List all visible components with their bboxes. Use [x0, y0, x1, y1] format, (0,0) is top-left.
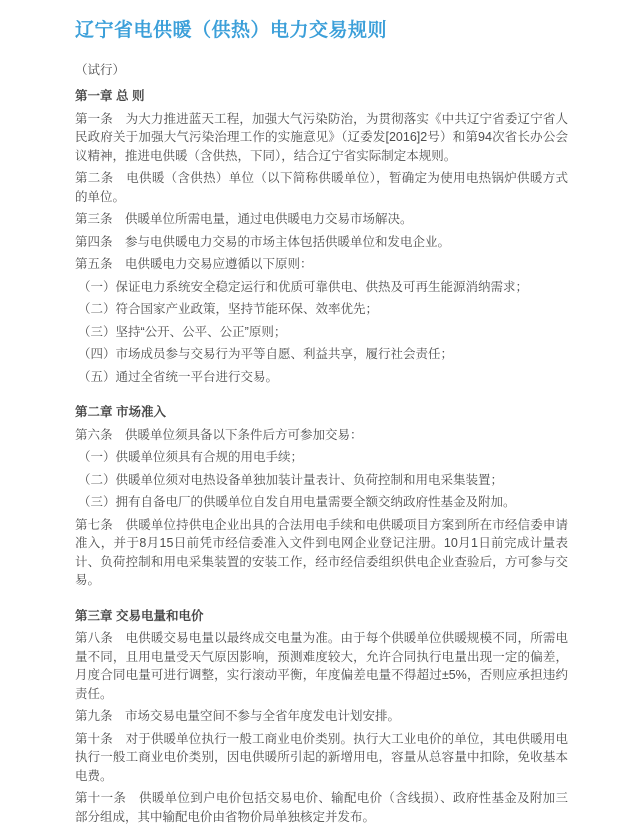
article-paragraph: 第四条 参与电供暖电力交易的市场主体包括供暖单位和发电企业。 — [75, 234, 451, 249]
article-paragraph: 第九条 市场交易电量空间不参与全省年度发电计划安排。 — [75, 709, 401, 724]
article-paragraph: 第一条 为大力推进蓝天工程，加强大气污染防治，为贯彻落实《中共辽宁省委辽宁省人民政府关于加强大气污染治理工作的实施意见》（辽委发[2016]2号）和第94次省长办公会议精神，推进电供暖（含供热，下同），结合辽宁省实际制定本规则。 — [75, 111, 568, 163]
clause-item: （一）保证电力系统安全稳定运行和优质可靠供电、供热及可再生能源消纳需求； — [78, 279, 529, 294]
document-subtitle: （试行） — [75, 62, 126, 77]
article-paragraph: 第五条 电供暖电力交易应遵循以下原则： — [75, 257, 313, 272]
article-paragraph: 第二条 电供暖（含供热）单位（以下简称供暖单位），暂确定为使用电热锅炉供暖方式的单位。 — [75, 171, 568, 204]
clause-item: （四）市场成员参与交易行为平等自愿、利益共享，履行社会责任； — [78, 347, 454, 362]
clause-item: （一）供暖单位须具有合规的用电手续； — [78, 450, 304, 465]
article-paragraph: 第十条 对于供暖单位执行一般工商业电价类别。执行大工业电价的单位，其电供暖用电执行一般工商业电价类别，因电供暖所引起的新增用电，容量从总容量中扣除，免收基本电费。 — [75, 731, 568, 783]
chapter-heading: 第二章 市场准入 — [75, 405, 166, 420]
document-title: 辽宁省电供暖（供热）电力交易规则 — [75, 20, 388, 41]
article-paragraph: 第七条 供暖单位持供电企业出具的合法用电手续和电供暖项目方案到所在市经信委申请准入，并于8月15日前凭市经信委准入文件到电网企业登记注册。10月1日前完成计量表计、负荷控制和用电采集装置的安装工作，经市经信委组织供电企业查验后，方可参与交易。 — [75, 517, 568, 588]
clause-item: （五）通过全省统一平台进行交易。 — [78, 369, 279, 384]
article-paragraph: 第八条 电供暖交易电量以最终成交电量为准。由于每个供暖单位供暖规模不同，所需电量不同，且用电量受天气原因影响，预测难度较大，允许合同执行电量出现一定的偏差，月度合同电量可进行调整，实行滚动平衡，年度偏差电量不得超过±5%，否则应承担违约责任。 — [75, 631, 568, 701]
chapter-heading: 第三章 交易电量和电价 — [75, 608, 204, 623]
article-paragraph: 第十一条 供暖单位到户电价包括交易电价、输配电价（含线损）、政府性基金及附加三部分组成，其中输配电价由省物价局单独核定并发布。 — [75, 791, 568, 824]
clause-item: （三）拥有自备电厂的供暖单位自发自用电量需要全额交纳政府性基金及附加。 — [78, 495, 516, 510]
article-paragraph: 第六条 供暖单位须具备以下条件后方可参加交易： — [75, 427, 363, 442]
chapter-heading: 第一章 总 则 — [75, 89, 145, 104]
article-paragraph: 第三条 供暖单位所需电量，通过电供暖电力交易市场解决。 — [75, 212, 413, 227]
clause-item: （三）坚持“公开、公平、公正”原则； — [78, 324, 287, 339]
document-body — [75, 87, 568, 826]
clause-item: （二）符合国家产业政策，坚持节能环保、效率优先； — [78, 302, 379, 317]
clause-item: （二）供暖单位须对电热设备单独加装计量表计、负荷控制和用电采集装置； — [78, 472, 504, 487]
